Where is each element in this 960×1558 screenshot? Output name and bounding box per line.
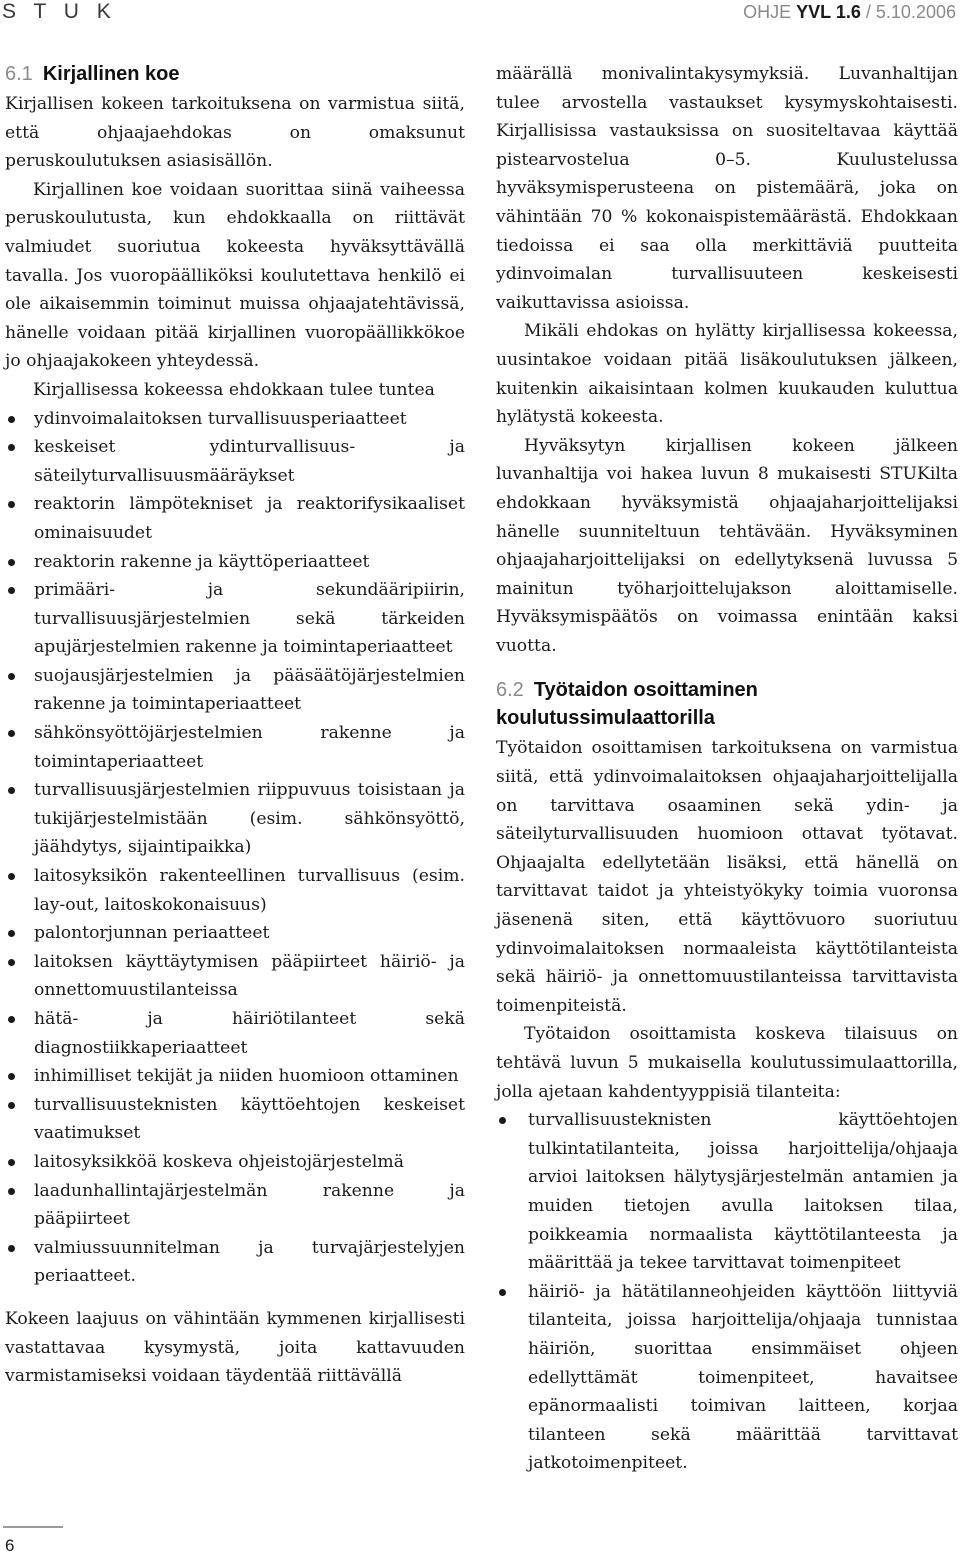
section-number: 6.1	[5, 63, 33, 85]
bullet-icon	[8, 673, 15, 680]
list-item-text: suojausjärjestelmien ja pääsäätöjärjestelmien rakenne ja toimintaperiaatteet	[34, 665, 465, 715]
list-item	[5, 719, 465, 776]
list-item	[5, 862, 465, 919]
bullet-list	[5, 405, 465, 1291]
list-item	[496, 1106, 958, 1278]
bullet-icon	[499, 1117, 506, 1124]
list-item-text: reaktorin lämpötekniset ja reaktorifysikaaliset ominaisuudet	[34, 494, 465, 543]
paragraph: Kirjallisen kokeen tarkoituksena on varmistua siitä, että ohjaajaehdokas on omaksunut peruskoulutuksen asiasisällön.	[5, 94, 465, 172]
bullet-icon	[8, 959, 15, 966]
section-title: Kirjallinen koe	[42, 63, 180, 85]
bullet-icon	[8, 1159, 15, 1166]
list-item	[5, 948, 465, 1005]
list-item-text: palontorjunnan periaatteet	[34, 923, 270, 944]
bullet-icon	[8, 444, 15, 451]
page-number: 6	[5, 1536, 15, 1555]
list-item-text: reaktorin rakenne ja käyttöperiaatteet	[34, 551, 370, 572]
paragraph: Mikäli ehdokas on hylätty kirjallisessa kokeessa, uusintakoe voidaan pitää lisäkoulutuksen jälkeen, kuitenkin aikaisintaan kolmen kuukauden kuluttua hylätystä kokeesta.	[496, 321, 958, 428]
bullet-icon	[8, 787, 15, 794]
list-item-text: primääri- ja sekundääripiirin, turvallisuusjärjestelmien sekä tärkeiden apujärjestelmien rakenne ja toimintaperiaatteet	[34, 580, 465, 658]
bullet-icon	[8, 1245, 15, 1252]
list-item	[5, 776, 465, 862]
paragraph: Työtaidon osoittamisen tarkoituksena on varmistua siitä, että ydinvoimalaitoksen ohjaajaharjoittelijalla on tarvittava osaaminen sekä ydin- ja säteilyturvallisuuden huomioon ottavat työtavat. Ohjaajalta edellytetään lisäksi, että hänellä on tarvittavat taidot ja yhteistyökyky toimia vuoronsa jäsenenä siten, että käyttövuoro suoriutuu ydinvoimalaitoksen normaaleista käyttötilanteista sekä häiriö- ja onnettomuustilanteissa tarvittavista toimenpiteistä.	[496, 738, 958, 1016]
list-item	[5, 433, 465, 490]
right-column	[496, 60, 958, 1478]
bullet-icon	[8, 730, 15, 737]
paragraph: määrällä monivalintakysymyksiä. Luvanhaltijan tulee arvostella vastaukset kysymyskohtaisesti. Kirjallisissa vastauksissa on suositeltavaa käyttää pistearvostelua 0–5. Kuulustelussa hyväksymisperusteena on pistemäärä, joka on vähintään 70 % kokonaispistemäärästä. Ehdokkaan tiedoissa ei saa olla merkittäviä puutteita ydinvoimalan turvallisuuteen keskeisesti vaikuttavissa asioissa.	[496, 64, 958, 313]
brand-logo: S T U K	[2, 0, 117, 23]
list-item-text: turvallisuusjärjestelmien riippuvuus toisistaan ja tukijärjestelmistään (esim. sähkönsyöttö, jäähdytys, sijaintipaikka)	[34, 780, 465, 858]
bullet-icon	[8, 501, 15, 508]
document-reference	[743, 2, 956, 23]
section-heading-6-1	[5, 60, 465, 88]
section-title-line-2: koulutussimulaattorilla	[496, 707, 715, 730]
page-header	[0, 0, 960, 30]
bullet-icon	[8, 1188, 15, 1195]
footer-rule	[3, 1526, 63, 1528]
section-title-line-1: Työtaidon osoittaminen	[533, 679, 758, 702]
left-column	[5, 60, 465, 1391]
bullet-icon	[499, 1289, 506, 1296]
list-item-text: hätä- ja häiriötilanteet sekä diagnostiikkaperiaatteet	[34, 1009, 465, 1058]
list-item-text: inhimilliset tekijät ja niiden huomioon ottaminen	[34, 1066, 459, 1087]
list-item-text: laitosyksikön rakenteellinen turvallisuus (esim. lay-out, laitoskokonaisuus)	[34, 866, 465, 915]
list-item	[496, 1278, 958, 1478]
paragraph: Kirjallisessa kokeessa ehdokkaan tulee tuntea	[33, 379, 435, 400]
bullet-icon	[8, 873, 15, 880]
list-item-text: laadunhallintajärjestelmän rakenne ja pääpiirteet	[34, 1180, 465, 1230]
bullet-icon	[8, 1073, 15, 1080]
list-item	[5, 1091, 465, 1148]
bullet-icon	[8, 559, 15, 566]
doc-code: YVL 1.6	[796, 2, 861, 22]
list-item-text: ydinvoimalaitoksen turvallisuusperiaatteet	[34, 408, 407, 429]
list-item	[5, 662, 465, 719]
bullet-icon	[8, 587, 15, 594]
list-item-text: häiriö- ja hätätilanneohjeiden käyttöön liittyviä tilanteita, joissa harjoittelija/ohjaaja tunnistaa häiriön, suorittaa ensimmäiset ohjeen edellyttämät toimenpiteet, havaitsee epänormaalisti toimivan laitteen, korjaa tilanteen sekä määrittää tarvittavat jatkotoimenpiteet.	[528, 1281, 958, 1474]
paragraph: Hyväksytyn kirjallisen kokeen jälkeen luvanhaltija voi hakea luvun 8 mukaisesti STUKilta ehdokkaan hyväksymistä ohjaajaharjoittelijaksi hänelle suunniteltuun tehtävään. Hyväksyminen ohjaajaharjoittelijaksi on edellytyksenä luvussa 5 mainitun työharjoittelujakson aloittamiselle. Hyväksymispäätös on voimassa enintään kaksi vuotta.	[496, 435, 958, 656]
doc-prefix: OHJE	[743, 2, 792, 22]
bullet-list	[496, 1106, 958, 1478]
list-item	[5, 919, 465, 948]
list-item	[5, 1005, 465, 1062]
list-item	[5, 1148, 465, 1177]
list-item	[5, 1062, 465, 1091]
list-item	[5, 405, 465, 434]
list-item-text: turvallisuusteknisten käyttöehtojen tulkintatilanteita, joissa harjoittelija/ohjaaja arvioi laitoksen hälytysjärjestelmän antamien ja muiden tietojen avulla laitoksen tilaa, poikkeamia normaalista käyttötilanteesta ja määrittää ja tekee tarvittavat toimenpiteet	[528, 1110, 958, 1274]
list-item-text: valmiussuunnitelman ja turvajärjestelyjen periaatteet.	[34, 1237, 465, 1287]
list-item-text: keskeiset ydinturvallisuus- ja säteilyturvallisuusmääräykset	[34, 437, 465, 486]
section-number: 6.2	[496, 679, 524, 702]
paragraph: Kokeen laajuus on vähintään kymmenen kirjallisesti vastattavaa kysymystä, joita kattavuuden varmistamiseksi voidaan täydentää riittävällä	[5, 1308, 465, 1387]
bullet-icon	[8, 1102, 15, 1109]
list-item-text: laitoksen käyttäytymisen pääpiirteet häiriö- ja onnettomuustilanteissa	[34, 951, 465, 1001]
list-item	[5, 576, 465, 662]
list-item	[5, 1177, 465, 1234]
doc-date: / 5.10.2006	[865, 2, 956, 22]
bullet-icon	[8, 416, 15, 423]
paragraph: Työtaidon osoittamista koskeva tilaisuus on tehtävä luvun 5 mukaisella koulutussimulaattorilla, jolla ajetaan kahdentyyppisiä tilanteita:	[496, 1024, 958, 1102]
list-item	[5, 1234, 465, 1291]
paragraph: Kirjallinen koe voidaan suorittaa siinä vaiheessa peruskoulutusta, kun ehdokkaalla on riittävät valmiudet suoriutua kokeesta hyväksyttävällä tavalla. Jos vuoropäälliköksi koulutettava henkilö ei ole aikaisemmin toiminut muissa ohjaajatehtävissä, hänelle voidaan pitää kirjallinen vuoropäällikkökoe jo ohjaajakokeen yhteydessä.	[5, 179, 465, 372]
bullet-icon	[8, 1016, 15, 1023]
list-item-text: turvallisuusteknisten käyttöehtojen keskeiset vaatimukset	[34, 1094, 465, 1144]
list-item-text: sähkönsyöttöjärjestelmien rakenne ja toimintaperiaatteet	[34, 723, 465, 772]
list-item	[5, 490, 465, 547]
list-item-text: laitosyksikköä koskeva ohjeistojärjestelmä	[34, 1151, 404, 1172]
list-item	[5, 548, 465, 577]
section-heading-6-2	[496, 676, 958, 732]
bullet-icon	[8, 930, 15, 937]
